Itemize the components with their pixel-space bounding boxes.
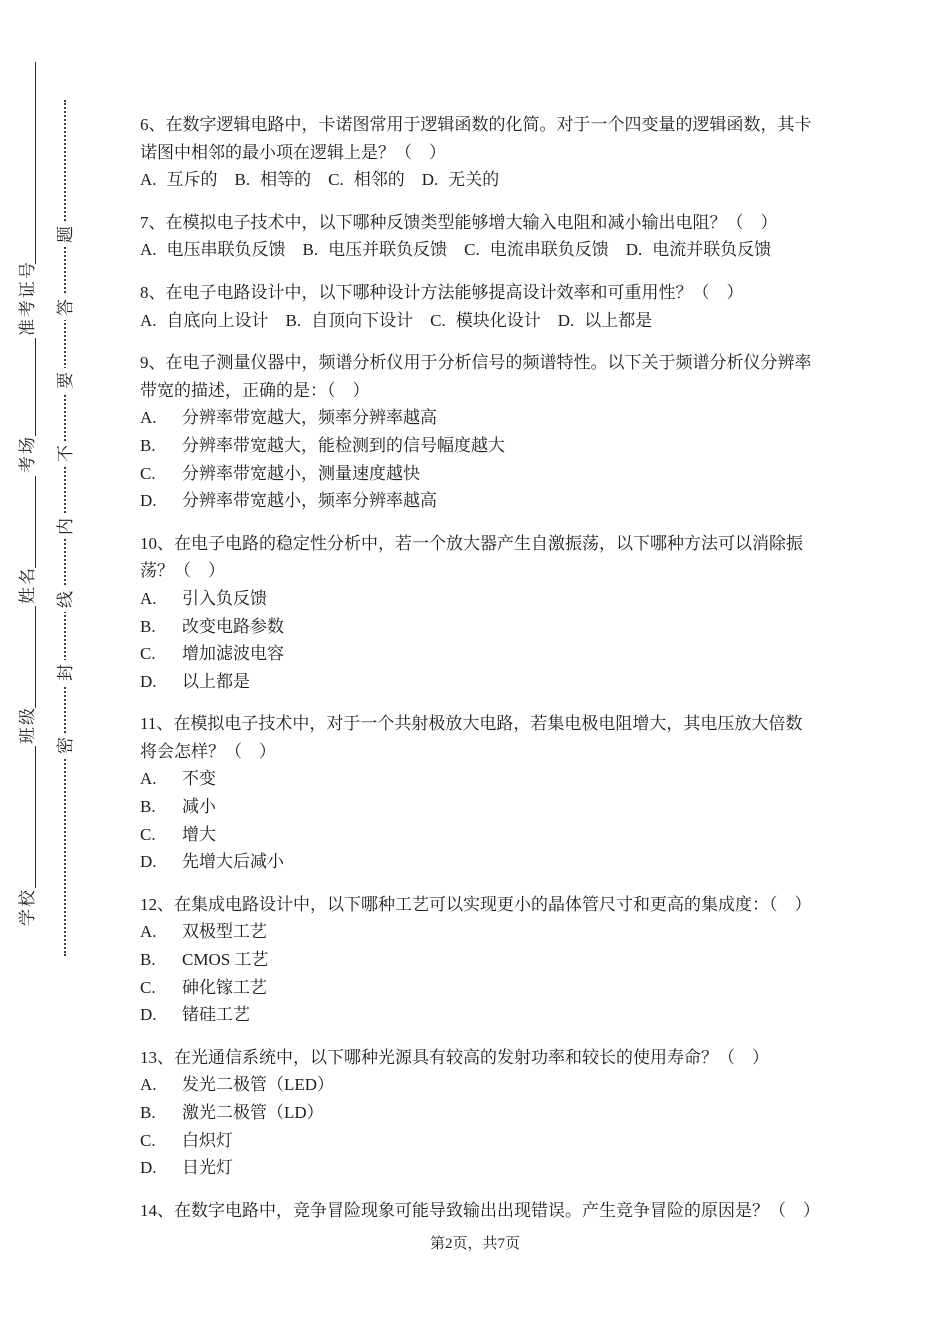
class-field-label: 班级 — [18, 706, 37, 744]
option-text: 先增大后减小 — [182, 852, 284, 872]
option-text: 电流并联负反馈 — [652, 240, 772, 260]
question-10 — [140, 530, 818, 696]
option-letter: C. — [140, 977, 156, 997]
options-row — [140, 307, 818, 335]
option-text: 发光二极管（LED） — [182, 1075, 335, 1095]
option-text: 自顶向下设计 — [311, 310, 414, 330]
option-letter: B. — [140, 950, 156, 970]
option-letter: C. — [430, 310, 446, 330]
option-letter: C. — [140, 463, 156, 483]
option-text: 电流串联负反馈 — [489, 240, 609, 260]
question-text: 6、在数字逻辑电路中，卡诺图常用于逻辑函数的化简。对于一个四变量的逻辑函数，其卡诺图中相邻的最小项在逻辑上是？（ ） — [140, 115, 812, 162]
option — [235, 170, 312, 189]
option-letter: D. — [421, 170, 439, 190]
answer-blank-line — [35, 746, 36, 888]
answer-blank-line — [35, 62, 36, 264]
option — [140, 1154, 818, 1182]
option-letter: C. — [140, 644, 156, 664]
option — [140, 1099, 818, 1127]
questions-area — [140, 111, 818, 1239]
answer-blank-line — [35, 606, 36, 708]
question-text: 12、在集成电路设计中，以下哪种工艺可以实现更小的晶体管尺寸和更高的集成度：（ ） — [140, 894, 812, 914]
option — [140, 848, 818, 876]
option-text: 不变 — [182, 769, 216, 789]
option-text: 锗硅工艺 — [182, 1005, 250, 1025]
option — [140, 432, 818, 460]
option-letter: B. — [234, 170, 251, 190]
option-letter: A. — [140, 408, 157, 428]
option-letter: D. — [140, 671, 157, 691]
question-text: 9、在电子测量仪器中，频谱分析仪用于分析信号的频谱特性。以下关于频谱分析仪分辨率带宽的描述，正确的是：（ ） — [140, 353, 812, 400]
question-text: 7、在模拟电子技术中，以下哪种反馈类型能够增大输入电阻和减小输出电阻？（ ） — [140, 212, 778, 232]
option — [464, 240, 609, 259]
option-text: CMOS 工艺 — [182, 950, 269, 970]
option — [140, 585, 818, 613]
option-letter: A. — [140, 1075, 157, 1095]
seal-char: 要 — [56, 368, 75, 393]
seal-char: 封 — [56, 660, 75, 685]
option — [140, 1071, 818, 1099]
option-letter: B. — [302, 240, 319, 260]
option-letter: A. — [140, 170, 157, 190]
option-text: 相邻的 — [353, 170, 405, 190]
option-text: 分辨率带宽越小，测量速度越快 — [182, 463, 420, 483]
seal-char: 答 — [56, 295, 75, 320]
option — [140, 668, 818, 696]
option-letter: A. — [140, 310, 157, 330]
exam-room-field-label: 考场 — [18, 435, 37, 473]
option-letter: D. — [140, 852, 157, 872]
option-text: 双极型工艺 — [182, 922, 267, 942]
option-letter: B. — [140, 616, 156, 636]
question-11 — [140, 710, 818, 876]
option-letter: C. — [328, 170, 344, 190]
answer-blank-line — [35, 338, 36, 436]
option-text: 激光二极管（LD） — [182, 1103, 324, 1122]
question-text: 8、在电子电路设计中，以下哪种设计方法能够提高设计效率和可重用性？（ ） — [140, 282, 744, 302]
question-text: 13、在光通信系统中，以下哪种光源具有较高的发射功率和较长的使用寿命？（ ） — [140, 1047, 769, 1067]
option — [140, 974, 818, 1002]
option — [140, 765, 818, 793]
question-12 — [140, 891, 818, 1029]
option-letter: C. — [140, 1130, 156, 1150]
option-text: 砷化镓工艺 — [182, 977, 267, 997]
option-text: 模块化设计 — [455, 310, 541, 330]
option-text: 引入负反馈 — [182, 588, 267, 608]
option — [140, 613, 818, 641]
option-text: 互斥的 — [166, 170, 218, 190]
option — [626, 240, 772, 259]
option-letter: B. — [140, 797, 156, 817]
option-text: 分辨率带宽越大，频率分辨率越高 — [182, 408, 437, 428]
option — [140, 311, 269, 330]
question-13 — [140, 1044, 818, 1182]
options-row — [140, 236, 818, 264]
question-text: 11、在模拟电子技术中，对于一个共射极放大电路，若集电极电阻增大，其电压放大倍数将会怎样？（ ） — [140, 714, 803, 761]
seal-char: 题 — [56, 222, 75, 247]
option — [140, 170, 218, 189]
option-letter: D. — [140, 491, 157, 511]
option-letter: C. — [140, 824, 156, 844]
option — [140, 240, 286, 259]
name-field-label: 姓名 — [18, 566, 37, 604]
option — [140, 793, 818, 821]
question-8 — [140, 279, 818, 334]
option-text: 以上都是 — [182, 671, 250, 691]
option-letter: B. — [140, 435, 156, 455]
option-text: 自底向上设计 — [166, 310, 269, 330]
question-9 — [140, 349, 818, 515]
option-letter: B. — [285, 310, 302, 330]
seal-char: 线 — [56, 587, 75, 612]
question-7 — [140, 209, 818, 264]
option-letter: B. — [140, 1103, 156, 1122]
option-text: 电压并联负反馈 — [328, 240, 448, 260]
option-letter: A. — [140, 922, 157, 942]
option-text: 分辨率带宽越大，能检测到的信号幅度越大 — [182, 435, 505, 455]
school-field-label: 学校 — [18, 888, 37, 926]
option-text: 相等的 — [260, 170, 312, 190]
option-text: 以上都是 — [584, 310, 653, 330]
option-text: 增加滤波电容 — [182, 644, 284, 664]
option — [140, 821, 818, 849]
page-number: 第2页，共7页 — [429, 1236, 520, 1252]
option-text: 电压串联负反馈 — [166, 240, 286, 260]
option — [430, 311, 541, 330]
option-letter: D. — [140, 1158, 157, 1178]
option — [140, 918, 818, 946]
option — [140, 404, 818, 432]
option — [422, 170, 500, 189]
question-6 — [140, 111, 818, 194]
option-text: 白炽灯 — [182, 1130, 233, 1150]
option-text: 减小 — [182, 797, 216, 817]
option-letter: D. — [140, 1005, 157, 1025]
option — [140, 1001, 818, 1029]
options-row — [140, 166, 818, 194]
option — [140, 460, 818, 488]
option-letter: C. — [464, 240, 480, 260]
option-letter: A. — [140, 769, 157, 789]
option — [328, 170, 405, 189]
option-letter: A. — [140, 588, 157, 608]
option — [140, 640, 818, 668]
option — [140, 1127, 818, 1155]
ticket-number-field-label: 准考证号 — [18, 260, 37, 336]
option-text: 改变电路参数 — [182, 616, 284, 636]
seal-char: 内 — [56, 514, 75, 539]
option-text: 日光灯 — [182, 1158, 233, 1178]
option-text: 增大 — [182, 824, 216, 844]
option — [286, 311, 414, 330]
answer-blank-line — [35, 476, 36, 568]
option — [303, 240, 448, 259]
question-text: 14、在数字电路中，竞争冒险现象可能导致输出出现错误。产生竞争冒险的原因是？（ ） — [140, 1200, 820, 1220]
question-14 — [140, 1197, 818, 1225]
option — [140, 487, 818, 515]
seal-char: 不 — [56, 441, 75, 466]
seal-char: 密 — [56, 733, 75, 758]
option-letter: A. — [140, 240, 157, 260]
option-letter: D. — [557, 310, 575, 330]
option-text: 无关的 — [448, 170, 500, 190]
option-letter: D. — [625, 240, 643, 260]
option — [140, 946, 818, 974]
option-text: 分辨率带宽越小，频率分辨率越高 — [182, 491, 437, 511]
option — [558, 311, 653, 330]
question-text: 10、在电子电路的稳定性分析中，若一个放大器产生自激振荡，以下哪种方法可以消除振荡？（ ） — [140, 533, 803, 581]
